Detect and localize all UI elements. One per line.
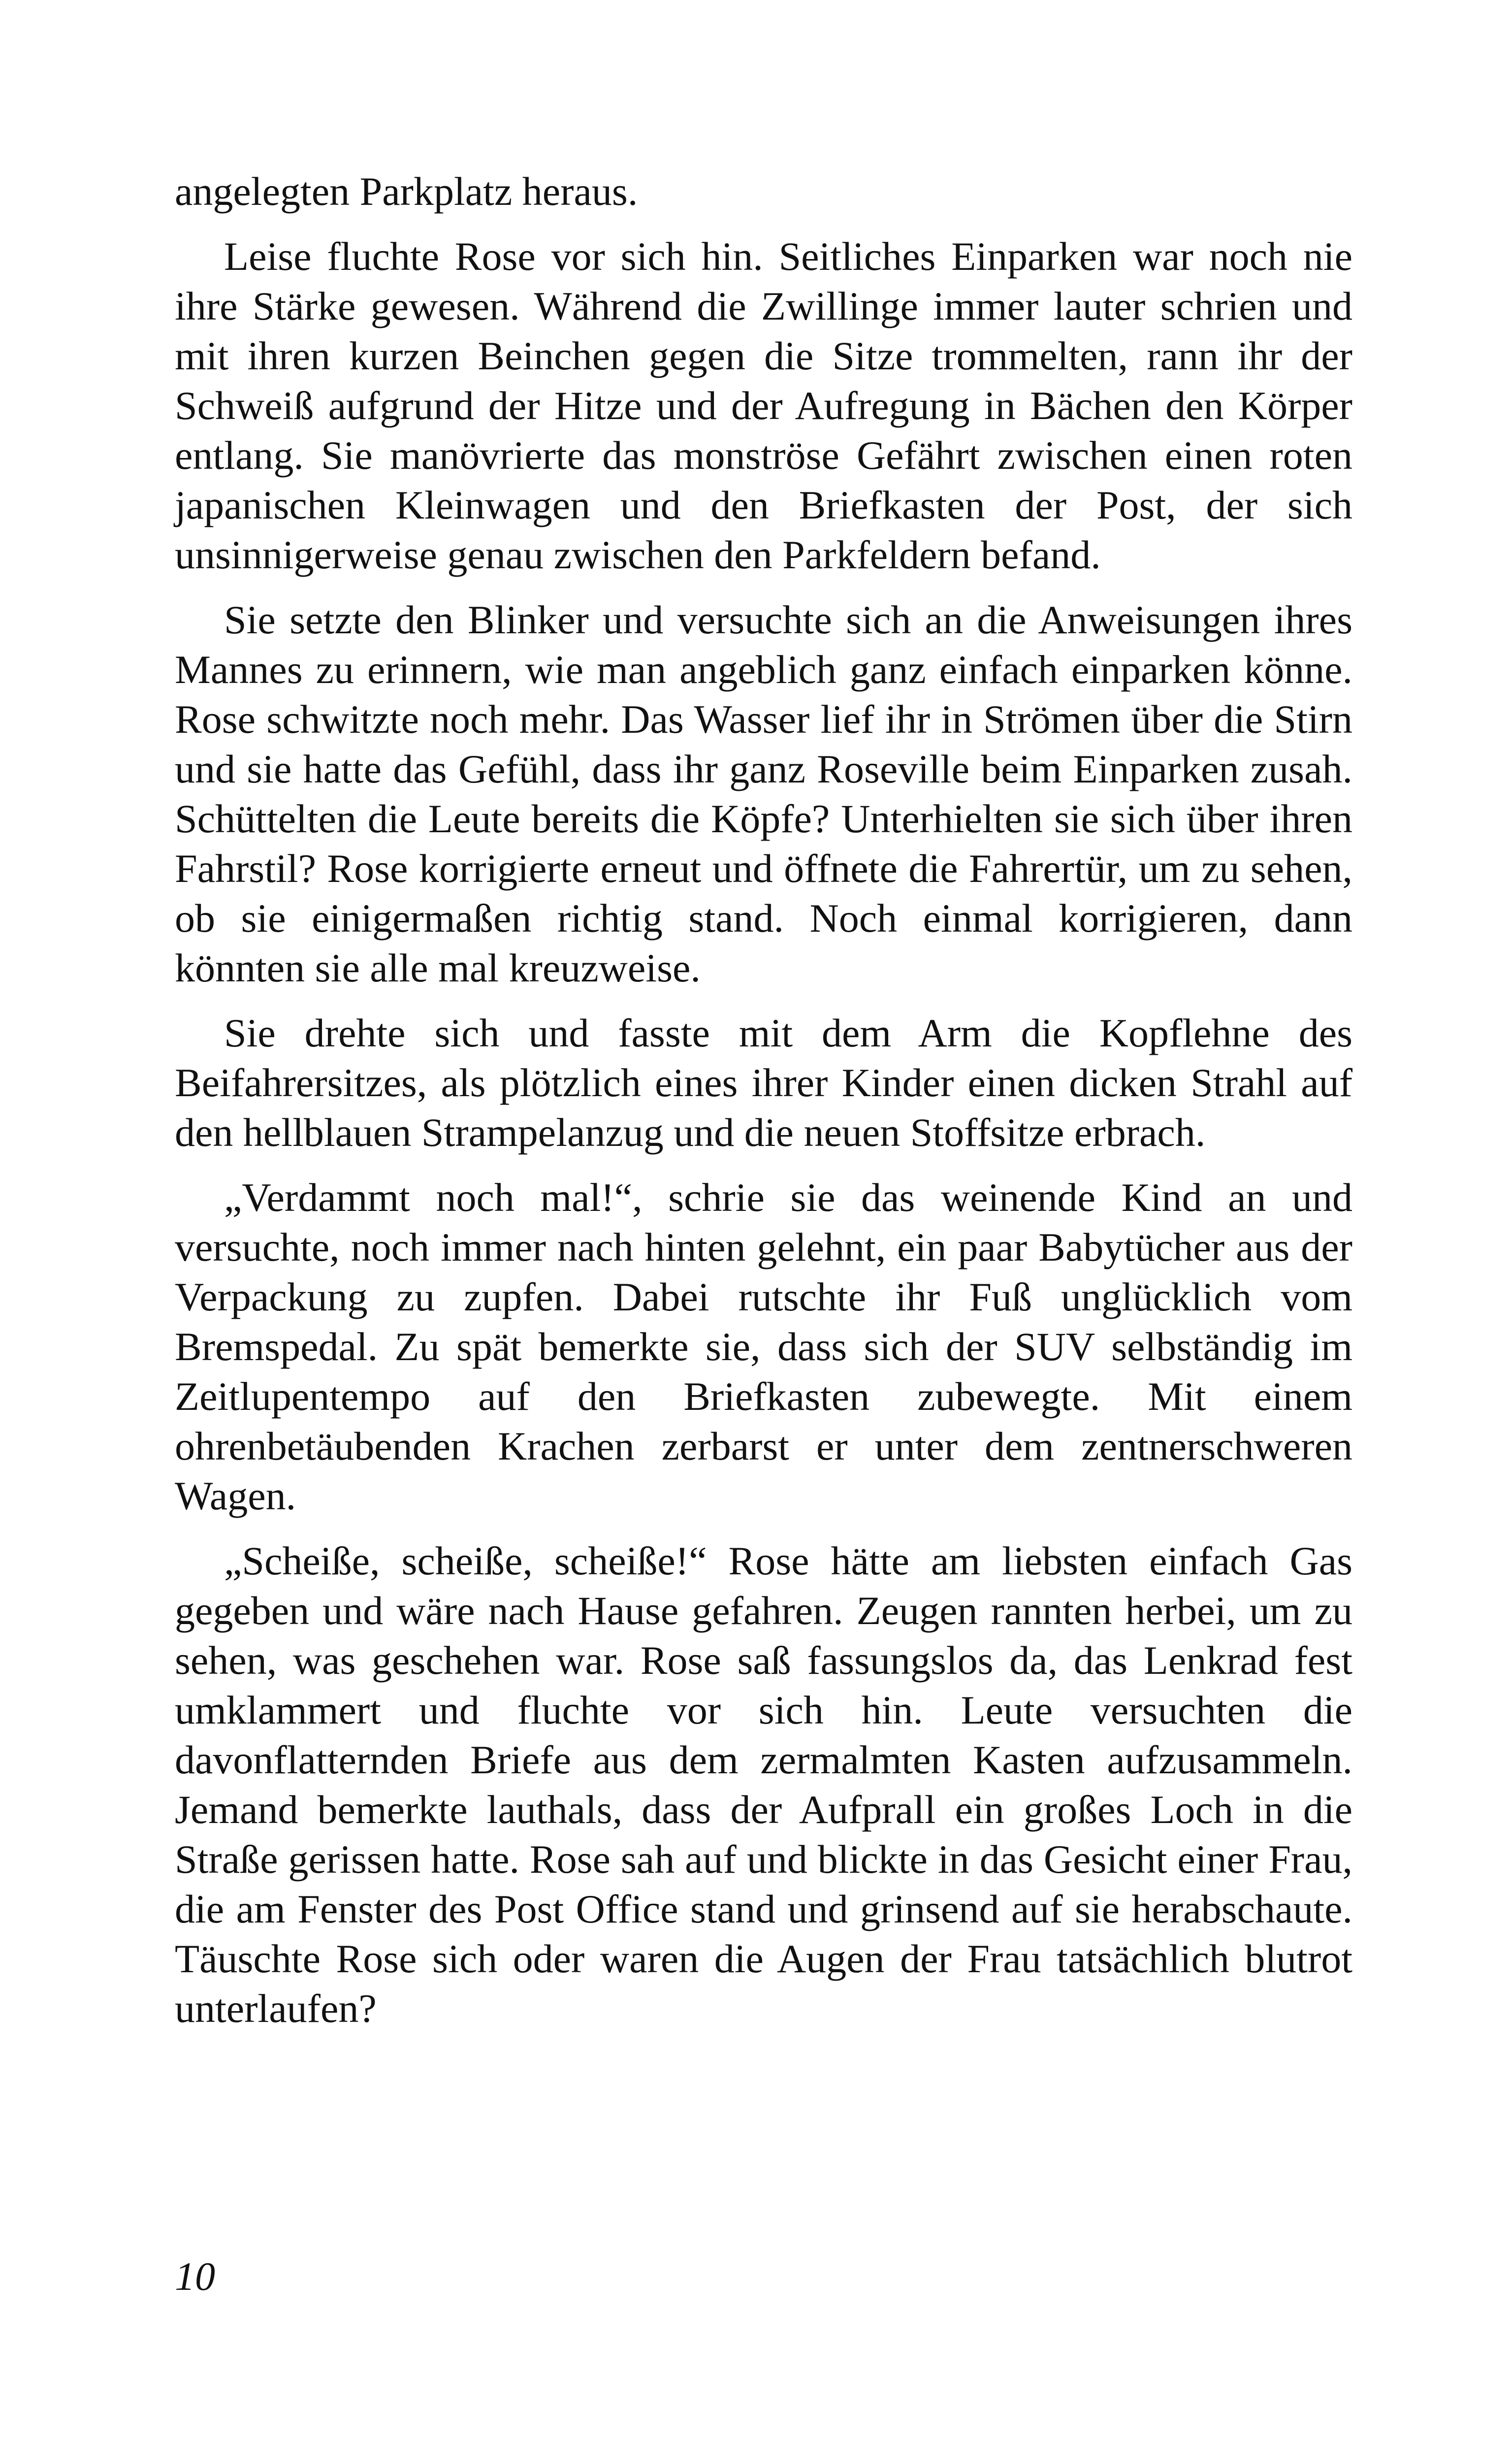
paragraph-2: Leise fluchte Rose vor sich hin. Seitliches Einparken war noch nie ihre Stärke gewesen. Während die Zwillinge immer lauter schrien und mit ihren kurzen Beinchen gegen die Sitze trommelten, rann ihr der Schweiß aufgrund der Hitze und der Aufregung in Bächen den Körper entlang. Sie manövrierte das monströse Gefährt zwischen einen roten japanischen Kleinwagen und den Briefkasten der Post, der sich unsinnigerweise genau zwischen den Parkfeldern befand. [175,234,1352,577]
paragraph-1: angelegten Parkplatz heraus. [175,169,638,214]
body-text [175,166,1352,2049]
page-number: 10 [175,2254,215,2299]
paragraph-5: „Verdammt noch mal!“, schrie sie das weinende Kind an und versuchte, noch immer nach hinten gelehnt, ein paar Babytücher aus der Verpackung zu zupfen. Dabei rutschte ihr Fuß unglücklich vom Bremspedal. Zu spät bemerkte sie, dass sich der SUV selbständig im Zeitlupentempo auf den Briefkasten zubewegte. Mit einem ohrenbetäubenden Krachen zerbarst er unter dem zentnerschweren Wagen. [175,1175,1352,1518]
paragraph-6: „Scheiße, scheiße, scheiße!“ Rose hätte am liebsten einfach Gas gegeben und wäre nach Hause gefahren. Zeugen rannten herbei, um zu sehen, was geschehen war. Rose saß fassungslos da, das Lenkrad fest umklammert und fluchte vor sich hin. Leute versuchten die davonflatternden Briefe aus dem zermalmten Kasten aufzusammeln. Jemand bemerkte lauthals, dass der Aufprall ein großes Loch in die Straße gerissen hatte. Rose sah auf und blickte in das Gesicht einer Frau, die am Fenster des Post Office stand und grinsend auf sie herabschaute. Täuschte Rose sich oder waren die Augen der Frau tatsächlich blutrot unterlaufen? [175,1538,1352,2031]
paragraph-3: Sie setzte den Blinker und versuchte sich an die Anweisungen ihres Mannes zu erinnern, wie man angeblich ganz einfach einparken könne. Rose schwitzte noch mehr. Das Wasser lief ihr in Strömen über die Stirn und sie hatte das Gefühl, dass ihr ganz Roseville beim Einparken zusah. Schüttelten die Leute bereits die Köpfe? Unterhielten sie sich über ihren Fahrstil? Rose korrigierte erneut und öffnete die Fahrertür, um zu sehen, ob sie einigermaßen richtig stand. Noch einmal korrigieren, dann könnten sie alle mal kreuzweise. [175,597,1352,990]
paragraph-4: Sie drehte sich und fasste mit dem Arm die Kopflehne des Beifahrersitzes, als plötzlich eines ihrer Kinder einen dicken Strahl auf den hellblauen Strampelanzug und die neuen Stoffsitze erbrach. [175,1010,1352,1155]
